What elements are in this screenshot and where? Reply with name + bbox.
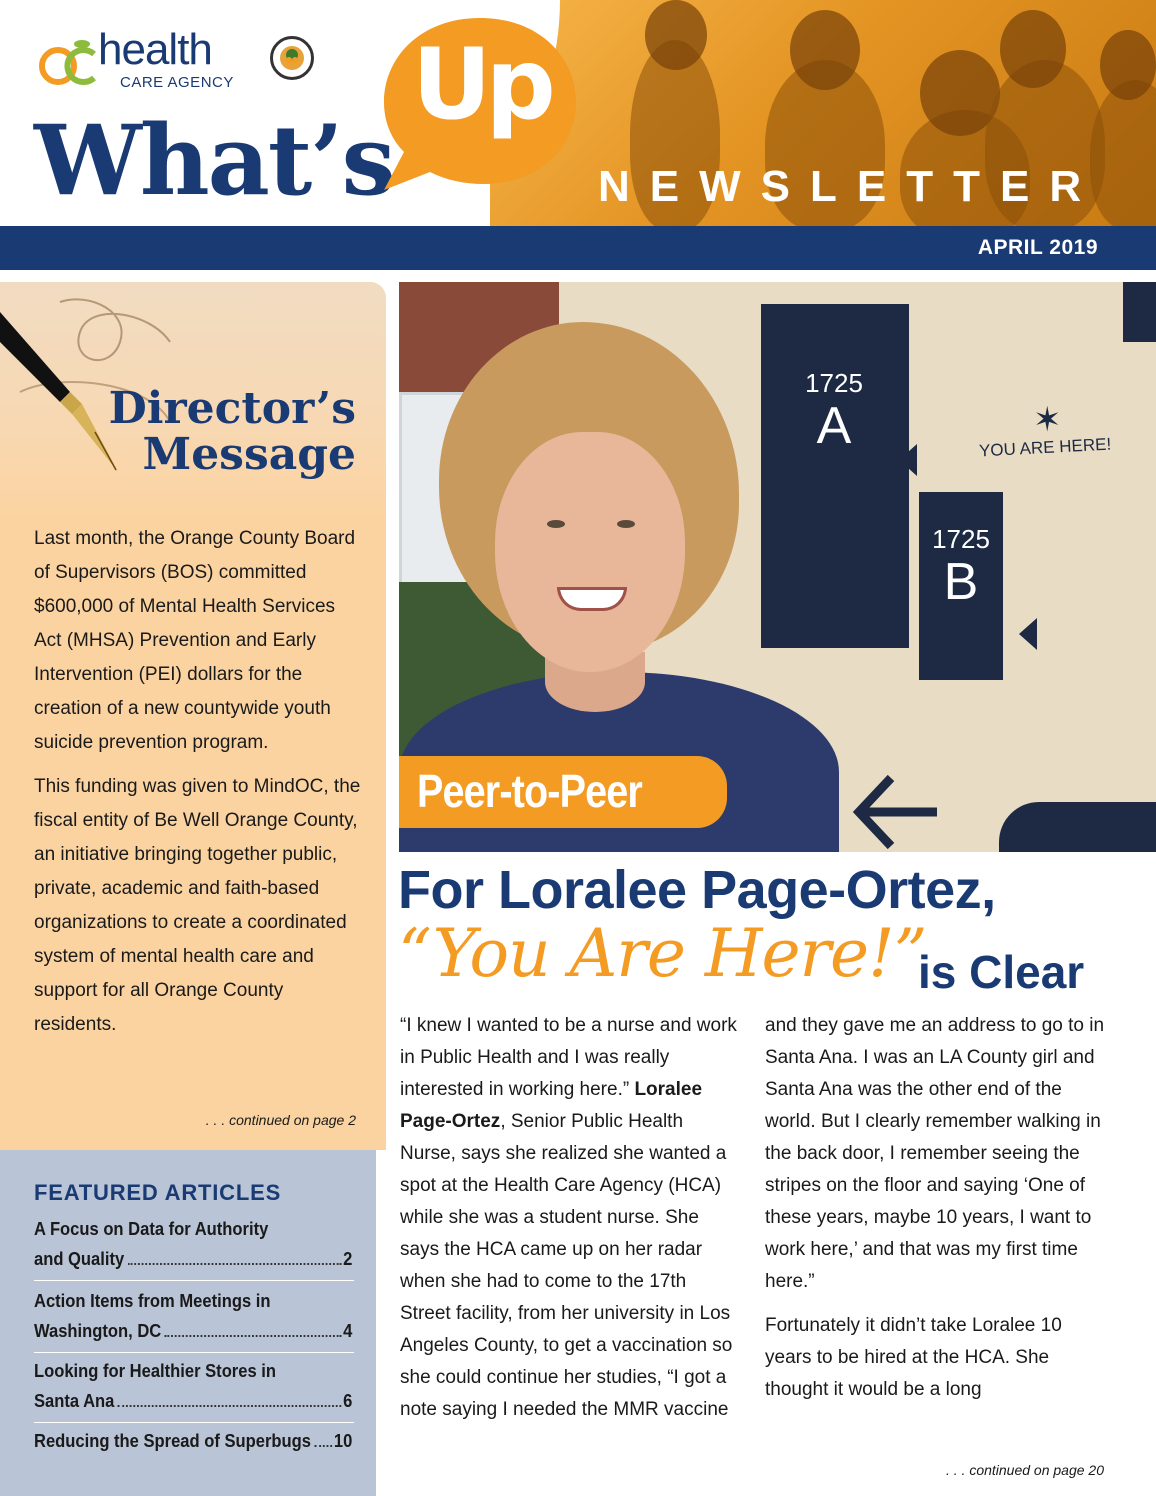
featured-articles-title: FEATURED ARTICLES [34,1180,282,1205]
logo-agency-text: CARE AGENCY [120,74,234,91]
title-whats: What’s [34,104,394,217]
featured-article-page: 4 [343,1321,353,1341]
oc-logo-mark-icon [38,36,100,88]
article-paragraph [400,1010,740,1426]
featured-article-page: 6 [343,1391,353,1411]
divider [34,1422,354,1423]
directors-message-paragraph: Last month, the Orange County Board of Supervisors (BOS) committed $600,000 of Mental Health Services Act (MHSA) Prevention and Early Intervention (PEI) dollars for the creation of a new countywide youth suicide prevention program. [34,528,356,753]
sign-block-c [1123,282,1156,342]
featured-article-item[interactable] [34,1356,353,1416]
directors-message-paragraph: This funding was given to MindOC, the fiscal entity of Be Well Orange County, an initiative bringing together public, private, academic and faith-based organizations to create a coordinated system of mental health care and support for all Orange County residents. [34,776,361,1035]
arrow-left-icon [899,444,917,476]
sign-b-letter: B [943,553,979,611]
hca-logo [38,25,318,98]
logo-health-text: health [98,25,212,74]
article-quote: “I knew I wanted to be a nurse and work in Public Health and I was really interested in working here.” [400,1015,737,1100]
article-text: , Senior Public Health Nurse, says she realized she wanted a spot at the Health Care Agency (HCA) while she was a student nurse. She says the HCA came up on her radar when she had to come to the 17th Street facility, from her university in Los Angeles County, to get a vaccination so she could continue her studies, “I got a note saying I needed the MMR vaccine [400,1111,733,1420]
article-column-left [400,1010,740,1438]
featured-article-page: 10 [333,1431,353,1451]
featured-article-item[interactable] [34,1214,353,1274]
directors-message-title [108,383,356,480]
arrow-left-icon [1019,618,1037,650]
article-paragraph: and they gave me an address to go to in Santa Ana. I was an LA County girl and Santa Ana was the other end of the world. But I clearly remember walking in the back door, I remember seeing the stripes on the floor and saying ‘One of these years, maybe 10 years, I want to work here,’ and that was my first time here.” [765,1015,1105,1292]
directors-message-body [34,522,364,1052]
featured-article-line1: Looking for Healthier Stores in [34,1361,276,1381]
featured-article-line1: A Focus on Data for Authority [34,1219,269,1239]
peer-to-peer-label: Peer-to-Peer [417,765,642,817]
directors-message-title-line2: Message [142,429,356,480]
woman-eye [617,520,635,528]
county-seal-icon [270,36,314,80]
divider [34,1352,354,1353]
directors-message-continued-link[interactable]: . . . continued on page 2 [205,1112,356,1128]
article-column-right [765,1010,1105,1418]
you-are-here-sign: YOU ARE HERE! [978,434,1112,461]
article-paragraph: Fortunately it didn’t take Loralee 10 years to be hired at the HCA. She thought it would be a long [765,1315,1062,1400]
headline-line2: is Clear [918,946,1085,998]
sign-block-a [761,304,909,648]
featured-article-line2: Santa Ana [34,1391,115,1411]
headline-script: “You Are Here!” [398,915,927,992]
article-continued-link[interactable]: . . . continued on page 20 [945,1462,1104,1478]
sign-a-number: 1725 [805,368,863,398]
paper-background [0,282,386,522]
featured-article-line2: and Quality [34,1249,125,1269]
directors-message-panel [0,282,386,1150]
featured-article-item[interactable] [34,1286,353,1346]
masthead [0,0,1156,270]
title-up: Up [412,28,550,142]
article-name: Loralee Page-Ortez [400,1079,703,1132]
featured-article-item[interactable] [34,1426,353,1456]
featured-articles-panel [0,1150,376,1496]
sign-block-d [999,802,1156,852]
big-arrow-left-icon [851,772,941,852]
featured-article-line2: Washington, DC [34,1321,162,1341]
issue-date: APRIL 2019 [977,236,1098,259]
featured-article-line1: Action Items from Meetings in [34,1291,271,1311]
featured-article-line2: Reducing the Spread of Superbugs [34,1431,311,1451]
headline-line1: For Loralee Page-Ortez, [398,860,996,920]
sign-b-number: 1725 [932,524,990,554]
divider [34,1280,354,1281]
directors-message-title-line1: Director’s [108,383,356,434]
sign-a-letter: A [816,397,852,455]
star-icon: ✶ [1033,401,1062,439]
featured-article-page: 2 [343,1249,353,1269]
woman-eye [547,520,565,528]
woman-face [495,432,685,672]
newsletter-label: NEWSLETTER [598,162,1102,211]
peer-to-peer-badge [399,756,727,828]
